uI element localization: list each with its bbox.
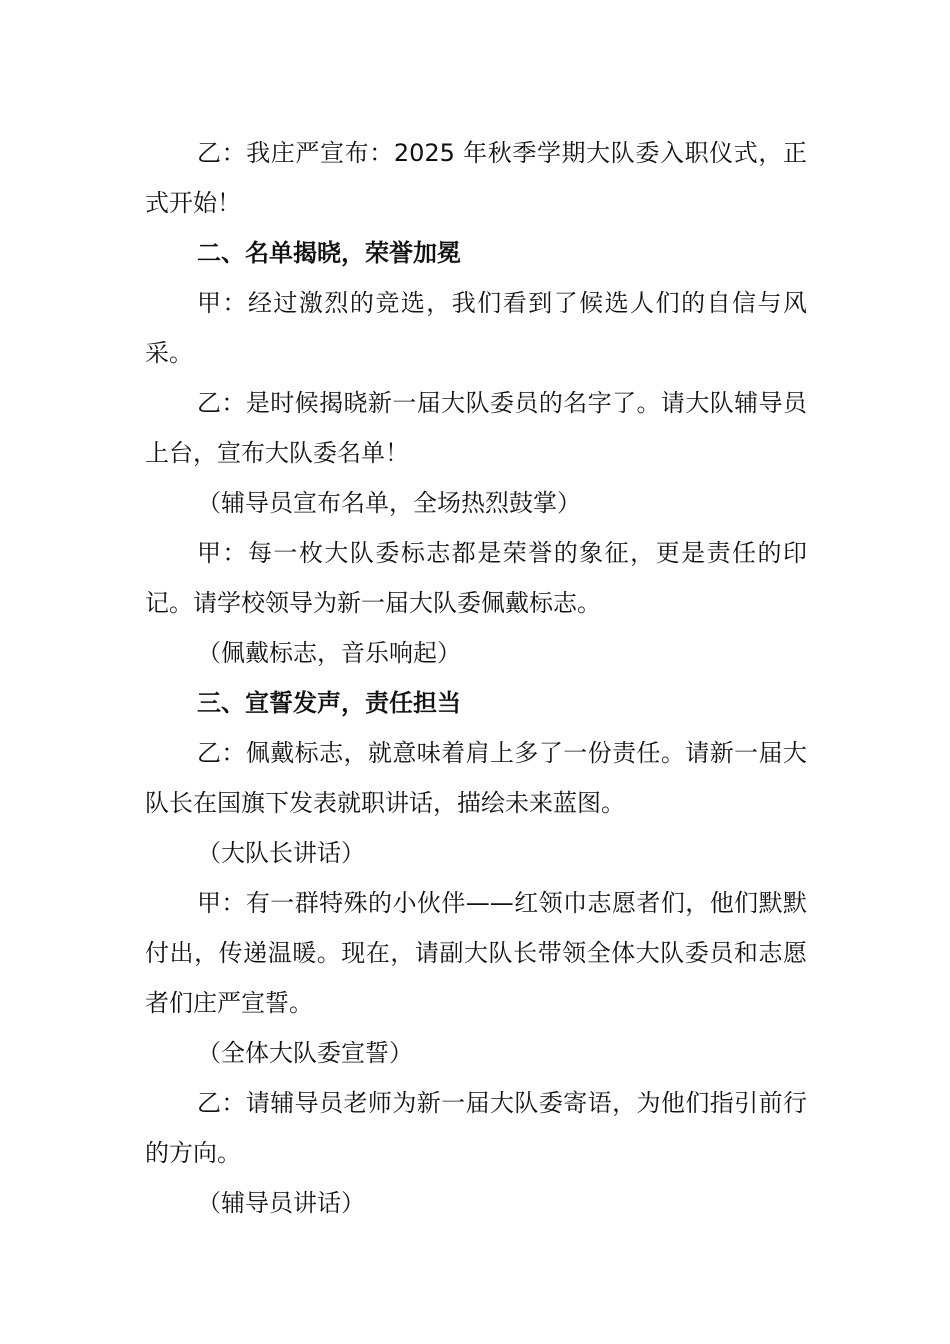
- section-heading-2: 二、名单揭晓，荣誉加冕: [197, 239, 461, 267]
- para-yi-speech: 乙：佩戴标志，就意味着肩上多了一份责任。请新一届大队长在国旗下发表就职讲话，描绘未来蓝图。: [145, 739, 807, 817]
- stage-note-badge: （佩戴标志，音乐响起）: [197, 639, 461, 667]
- para-jia-volunteers: 甲：有一群特殊的小伙伴——红领巾志愿者们，他们默默付出，传递温暖。现在，请副大队长带领全体大队委员和志愿者们庄严宣誓。: [145, 889, 807, 1017]
- para-yi-reveal: 乙：是时候揭晓新一届大队委员的名字了。请大队辅导员上台，宣布大队委名单！: [145, 389, 807, 467]
- para-jia-election: 甲：经过激烈的竞选，我们看到了候选人们的自信与风采。: [145, 289, 807, 367]
- para-jia-badge: 甲：每一枚大队委标志都是荣誉的象征，更是责任的印记。请学校领导为新一届大队委佩戴标志。: [145, 539, 807, 617]
- stage-note-oath: （全体大队委宣誓）: [197, 1039, 413, 1067]
- para-yi-advisor: 乙：请辅导员老师为新一届大队委寄语，为他们指引前行的方向。: [145, 1089, 807, 1167]
- section-heading-3: 三、宣誓发声，责任担当: [197, 689, 461, 717]
- document-body: [145, 128, 807, 1228]
- stage-note-captain: （大队长讲话）: [197, 839, 365, 867]
- stage-note-advisor: （辅导员讲话）: [197, 1189, 365, 1217]
- para-announce-start: 乙：我庄严宣布：2025 年秋季学期大队委入职仪式，正式开始！: [145, 139, 807, 217]
- stage-note-announce: （辅导员宣布名单，全场热烈鼓掌）: [197, 489, 581, 517]
